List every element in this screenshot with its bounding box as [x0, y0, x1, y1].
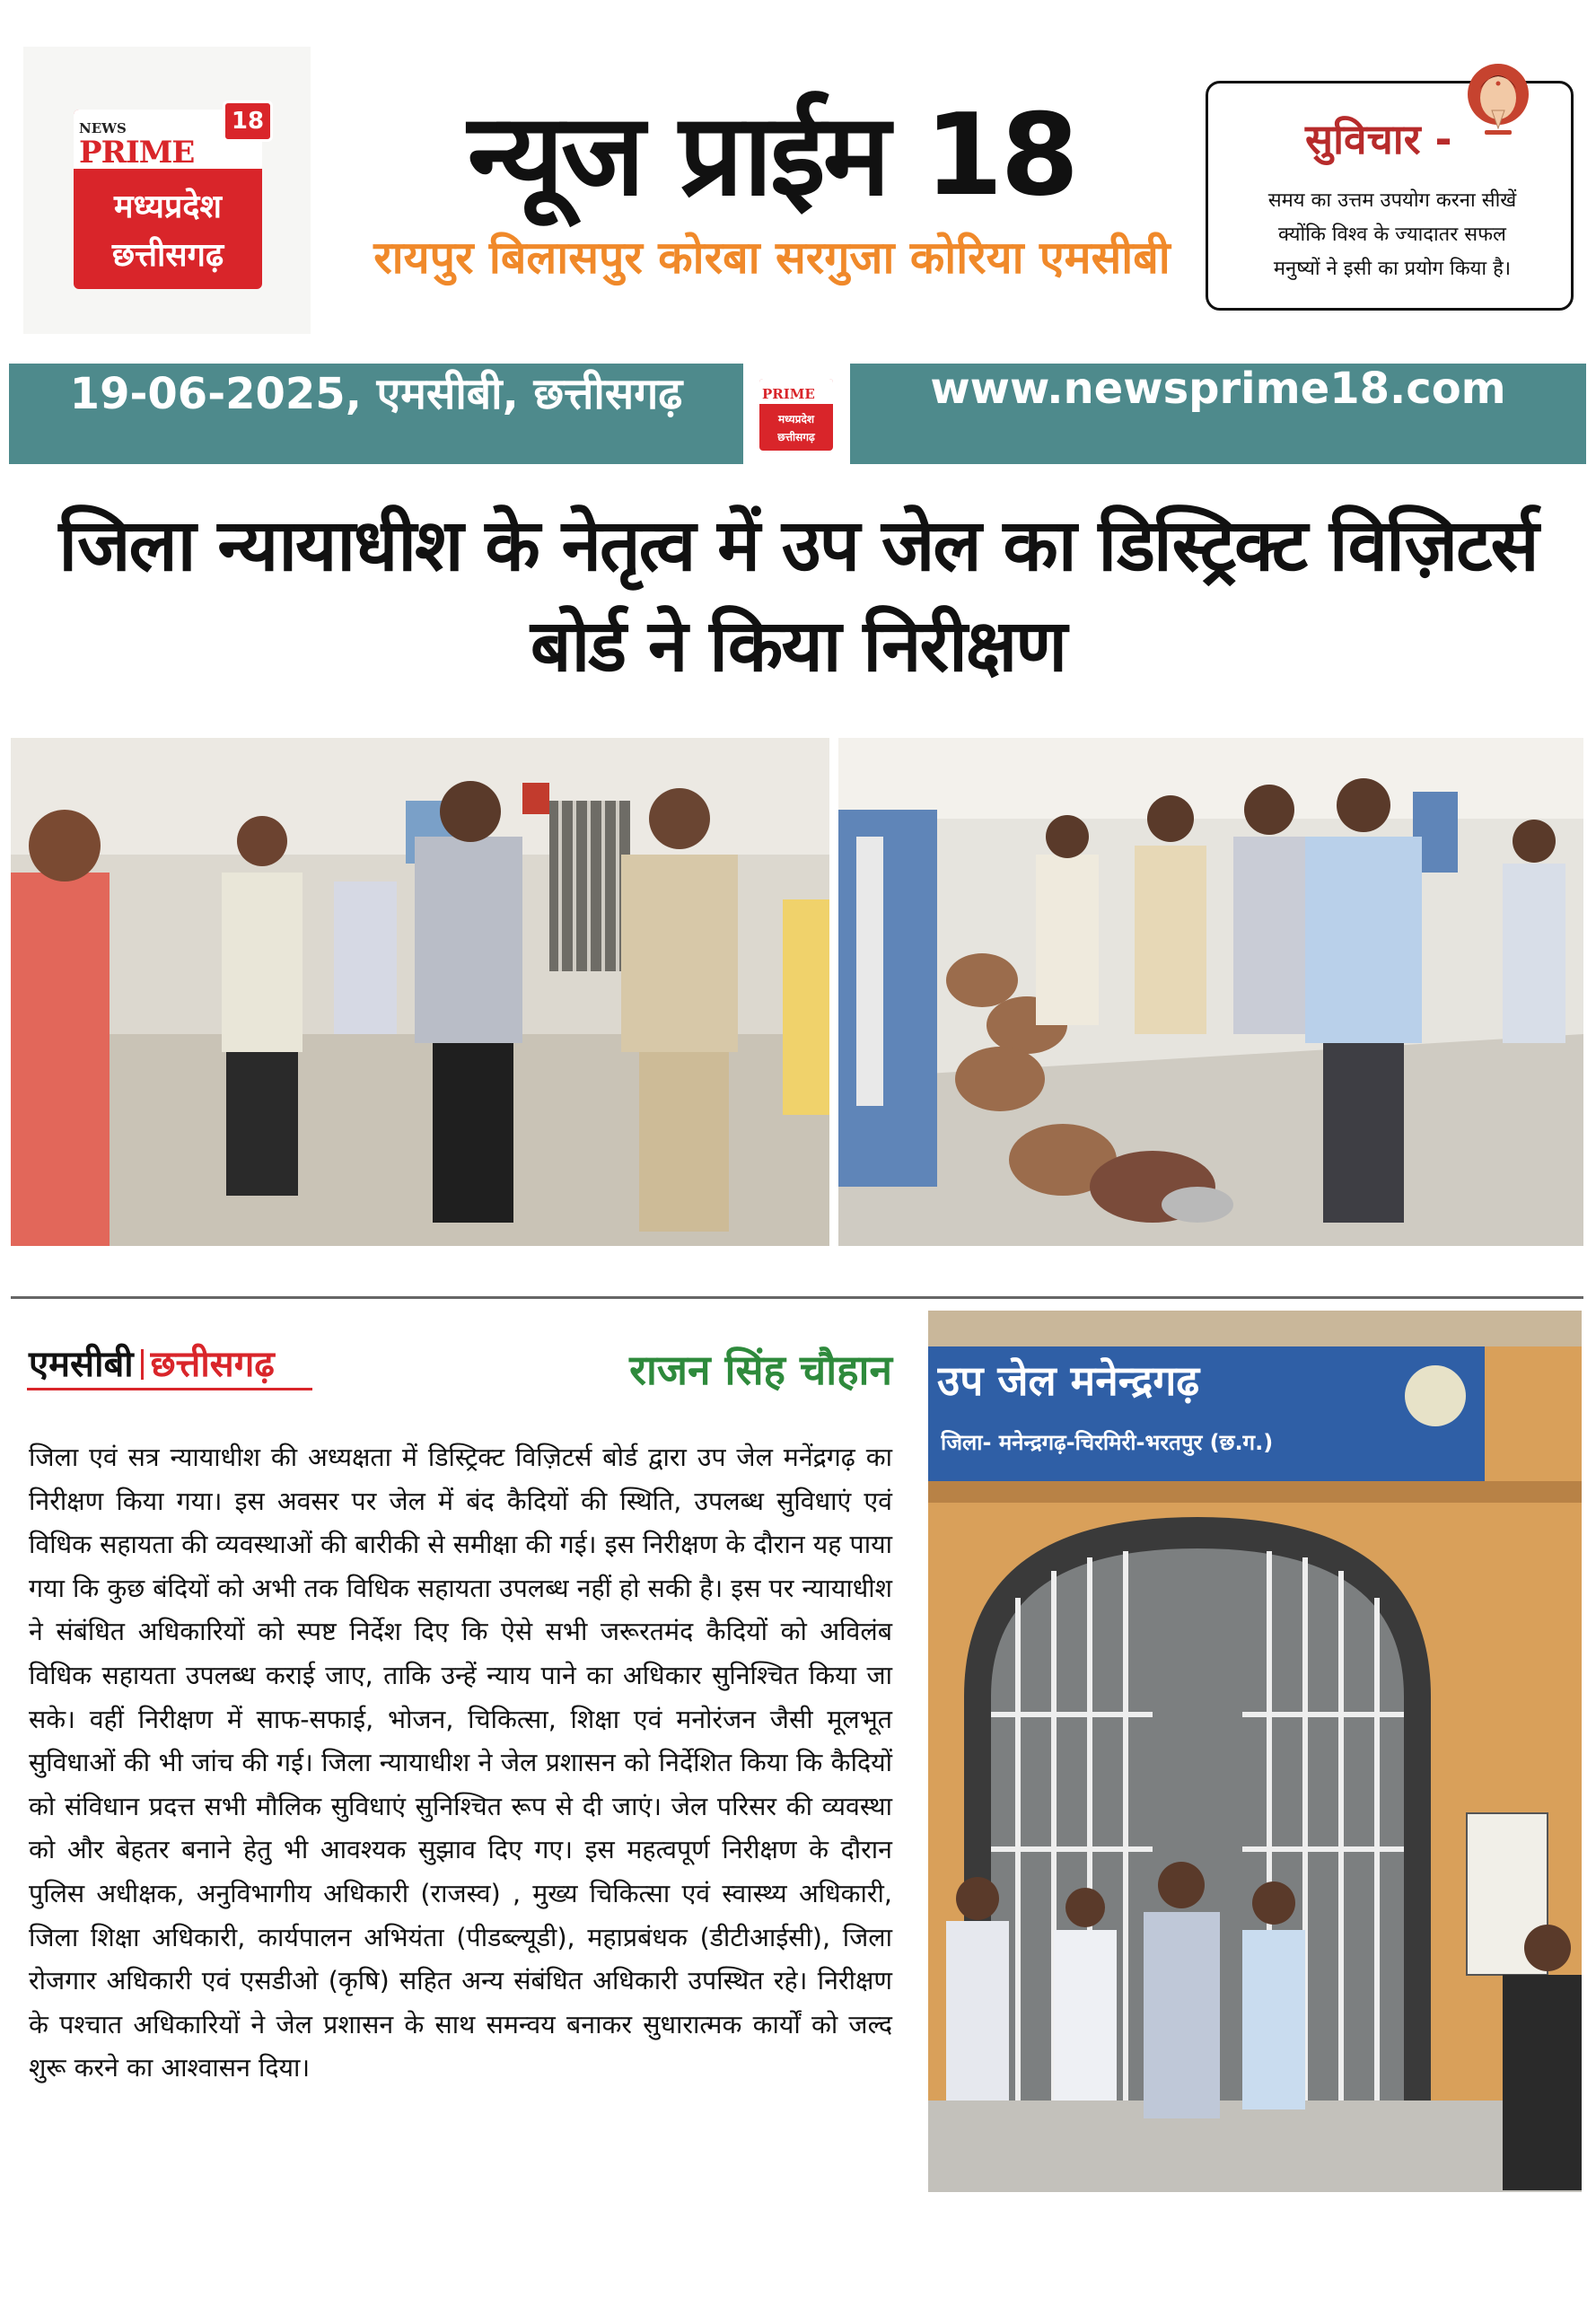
dateline-underline	[27, 1388, 312, 1390]
dateline	[29, 1338, 275, 1387]
headline-line-1: जिला न्यायाधीश के नेतृत्व में उप जेल का डिस्ट्रिक्ट विज़िटर्स	[58, 504, 1538, 587]
section-divider	[11, 1296, 1583, 1299]
dateline-separator	[141, 1349, 144, 1380]
website-url: www.newsprime18.com	[930, 364, 1506, 414]
small-logo-prime-text: PRIME	[762, 386, 815, 402]
headline-line-2: बोर्ड ने किया निरीक्षण	[530, 604, 1066, 688]
inspection-photo-left	[11, 738, 829, 1246]
thought-line: क्योंकि विश्व के ज्यादातर सफल	[1278, 224, 1506, 246]
masthead-cities: रायपुर बिलासपुर कोरबा सरगुजा कोरिया एमसीबी	[373, 232, 1171, 284]
small-logo-top	[759, 379, 833, 404]
dateline-state: छत्तीसगढ़	[150, 1344, 275, 1385]
thought-line: मनुष्यों ने इसी का प्रयोग किया है।	[1273, 258, 1512, 280]
date-place-band	[9, 364, 743, 464]
logo-state-line-2: छत्तीसगढ़	[111, 237, 224, 274]
small-news-prime-logo	[759, 379, 833, 451]
logo-state-line-1: मध्यप्रदेश	[113, 189, 223, 225]
logo-number-badge: 18	[223, 101, 273, 142]
namaste-woman-icon	[1458, 53, 1539, 152]
thought-title: सुविचार -	[1305, 115, 1452, 163]
masthead-logo-panel	[23, 47, 311, 334]
masthead-title: न्यूज प्राईम 18	[467, 89, 1077, 221]
website-band	[850, 364, 1586, 464]
date-place-text: 19-06-2025, एमसीबी, छत्तीसगढ़	[69, 369, 683, 419]
small-logo-line-1: मध्यप्रदेश	[777, 413, 814, 425]
jail-gate-photo	[928, 1311, 1582, 2192]
inspection-photo-right	[838, 738, 1583, 1246]
logo-prime-text: PRIME	[79, 135, 195, 171]
logo-news-text: NEWS	[79, 120, 127, 136]
jail-sign-subtitle: जिला- मनेन्द्रगढ़-चिरमिरी-भरतपुर (छ.ग.)	[941, 1430, 1274, 1455]
article-headline	[18, 496, 1578, 697]
dateline-place: एमसीबी	[29, 1344, 134, 1385]
article-body: जिला एवं सत्र न्यायाधीश की अध्यक्षता में डिस्ट्रिक्ट विज़िटर्स बोर्ड द्वारा उप जेल मनेंद्रगढ़ का निरीक्षण किया गया। इस अवसर पर जेल में बंद कैदियों की स्थिति, उपलब्ध सुविधाएं एवं विधिक सहायता की व्यवस्थाओं की बारीकी से समीक्षा की गई। इस निरीक्षण के दौरान यह पाया गया कि कुछ बंदियों को अभी तक विधिक सहायता उपलब्ध नहीं हो सकी है। इस पर न्यायाधीश ने संबंधित अधिकारियों को स्पष्ट निर्देश दिए कि ऐसे सभी जरूरतमंद कैदियों को अविलंब विधिक सहायता उपलब्ध कराई जाए, ताकि उन्हें न्याय पाने का अधिकार सुनिश्चित किया जा सके। वहीं निरीक्षण में साफ-सफाई, भोजन, चिकित्सा, शिक्षा एवं मनोरंजन जैसी मूलभूत सुविधाओं की भी जांच की गई। जिला न्यायाधीश ने जेल प्रशासन को निर्देशित किया कि कैदियों को संविधान प्रदत्त सभी मौलिक सुविधाएं सुनिश्चित रूप से दी जाएं। जेल परिसर की व्यवस्था को और बेहतर बनाने हेतु भी आवश्यक सुझाव दिए गए। इस महत्वपूर्ण निरीक्षण के दौरान पुलिस अधीक्षक, अनुविभागीय अधिकारी (राजस्व) , मुख्य चिकित्सा एवं स्वास्थ्य अधिकारी, जिला शिक्षा अधिकारी, कार्यपालन अभियंता (पीडब्ल्यूडी), महाप्रबंधक (डीटीआईसी), जिला रोजगार अधिकारी एवं एसडीओ (कृषि) सहित अन्य संबंधित अधिकारी उपस्थित रहे। निरीक्षण के पश्चात अधिकारियों ने जेल प्रशासन के साथ समन्वय बनाकर सुधारात्मक कार्यों को जल्द शुरू करने का आश्वासन दिया।	[29, 1443, 892, 2083]
author-name: राजन सिंह चौहान	[629, 1346, 892, 1394]
jail-sign-title: उप जेल मनेन्द्रगढ़	[937, 1356, 1200, 1405]
thought-of-the-day-box	[1206, 81, 1574, 311]
small-logo-line-2: छत्तीसगढ़	[777, 431, 815, 443]
thought-text	[1228, 184, 1557, 286]
thought-line: समय का उत्तम उपयोग करना सीखें	[1267, 189, 1517, 212]
